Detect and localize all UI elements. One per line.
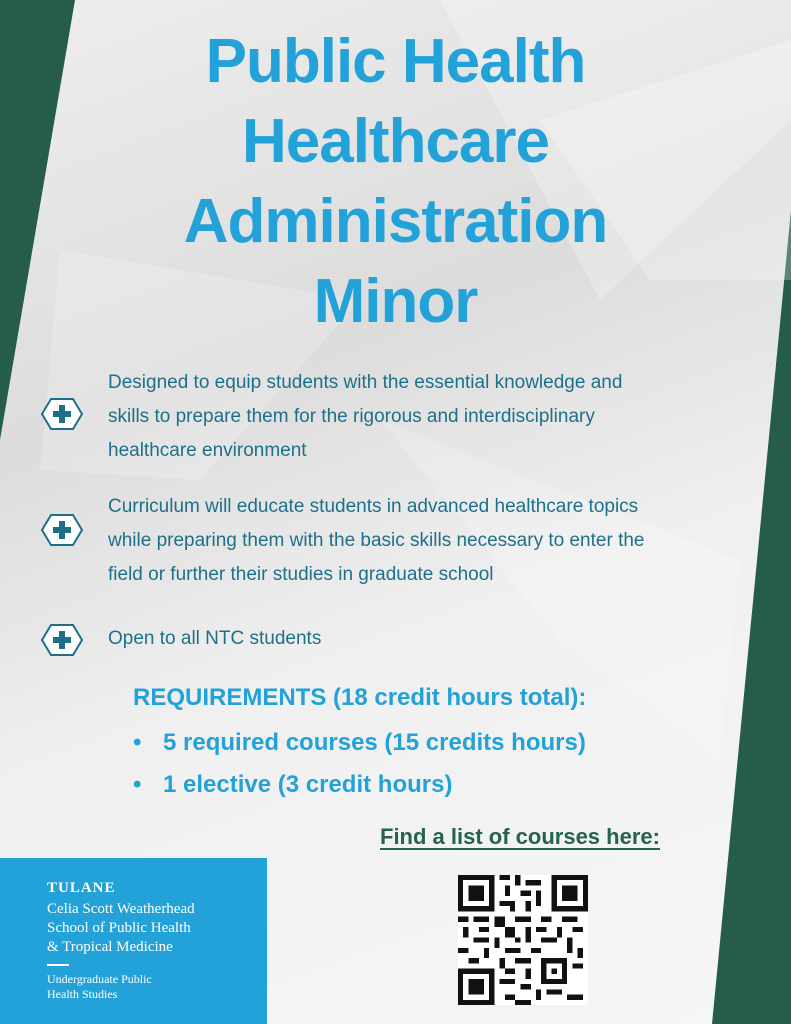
logo-divider (47, 964, 69, 966)
title-line-2: Healthcare (241, 107, 550, 176)
requirement-item-2: • 1 elective (3 credit hours) (133, 764, 586, 806)
qr-code[interactable] (458, 875, 588, 1005)
find-courses-link[interactable]: Find a list of courses here: (380, 824, 660, 849)
logo-brand: TULANE (47, 880, 116, 896)
title-line-4: Minor (313, 267, 478, 336)
requirement-item-1: • 5 required courses (15 credits hours) (133, 722, 586, 764)
title-line-1: Public Health (205, 27, 586, 96)
logo-department: Undergraduate Public Health Studies (47, 972, 152, 1001)
plus-hexagon-icon (40, 623, 84, 657)
requirements-section (133, 680, 586, 806)
bullet-dot: • (133, 729, 142, 756)
bullet-text-3: Open to all NTC students (108, 628, 322, 649)
bullet-dot: • (133, 771, 142, 798)
logo-school-name: Celia Scott Weatherhead School of Public Health & Tropical Medicine (47, 901, 195, 955)
title-line-3: Administration (183, 187, 608, 256)
tulane-logo (0, 858, 267, 1024)
page-title (0, 22, 791, 342)
requirements-list (133, 722, 586, 806)
bullet-text-2: Curriculum will educate students in advanced healthcare topics while preparing them with the basic skills necessary to enter the field or further their studies in graduate school (108, 496, 645, 585)
plus-hexagon-icon (40, 513, 84, 547)
plus-hexagon-icon (40, 397, 84, 431)
requirements-heading: REQUIREMENTS (18 credit hours total): (133, 684, 587, 711)
bullet-text-1: Designed to equip students with the essential knowledge and skills to prepare them for the rigorous and interdisciplinary healthcare environment (108, 372, 623, 461)
